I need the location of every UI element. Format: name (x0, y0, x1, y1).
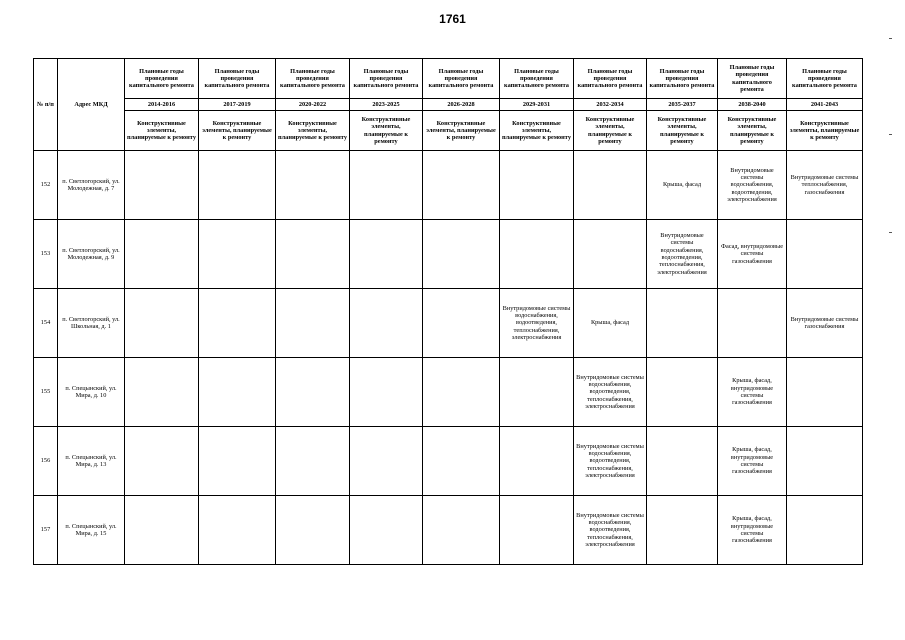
row-address: п. Спецынский, ул. Мира, д. 13 (58, 427, 125, 496)
repair-cell (500, 358, 574, 427)
period-header: Плановые годы проведения капитального ремонта (500, 59, 574, 99)
repair-cell (276, 220, 350, 289)
repair-cell (199, 289, 276, 358)
period-header: Плановые годы проведения капитального ремонта (718, 59, 787, 99)
repair-cell (199, 358, 276, 427)
repair-cell (199, 151, 276, 220)
repair-cell: Внутридомовые системы газоснабжения (787, 289, 863, 358)
repair-cell (500, 427, 574, 496)
col-num-header: № п/п (34, 59, 58, 151)
row-address: п. Спецынский, ул. Мира, д. 15 (58, 496, 125, 565)
period-header: Плановые годы проведения капитального ремонта (199, 59, 276, 99)
repair-cell: Крыша, фасад (647, 151, 718, 220)
years-header-row (34, 99, 863, 111)
repair-cell (718, 289, 787, 358)
repair-cell (787, 427, 863, 496)
elements-header: Конструктивные элементы, планируемые к ремонту (125, 111, 199, 151)
repair-cell (423, 220, 500, 289)
repair-cell: Внутридомовые системы теплоснабжения, газоснабжения (787, 151, 863, 220)
row-number: 157 (34, 496, 58, 565)
row-address: п. Светлогорский, ул. Школьная, д. 1 (58, 289, 125, 358)
repair-cell (500, 220, 574, 289)
repair-cell (350, 289, 423, 358)
elements-header-row (34, 111, 863, 151)
repair-cell (423, 151, 500, 220)
row-number: 156 (34, 427, 58, 496)
row-address: п. Спецынский, ул. Мира, д. 10 (58, 358, 125, 427)
period-header: Плановые годы проведения капитального ремонта (787, 59, 863, 99)
elements-header: Конструктивные элементы, планируемые к ремонту (423, 111, 500, 151)
repair-schedule-table (33, 58, 863, 565)
table-row (34, 496, 863, 565)
repair-cell: Внутридомовые системы водоснабжения, водоотведения, теплоснабжения, электроснабжения (574, 427, 647, 496)
repair-cell (276, 427, 350, 496)
margin-tick (889, 134, 892, 135)
repair-cell (276, 151, 350, 220)
years-header: 2029-2031 (500, 99, 574, 111)
period-header: Плановые годы проведения капитального ремонта (574, 59, 647, 99)
repair-cell (276, 496, 350, 565)
period-header-row (34, 59, 863, 99)
repair-cell (647, 427, 718, 496)
repair-cell (500, 496, 574, 565)
repair-cell (199, 496, 276, 565)
years-header: 2038-2040 (718, 99, 787, 111)
table-row (34, 220, 863, 289)
repair-cell (787, 496, 863, 565)
margin-tick (889, 232, 892, 233)
elements-header: Конструктивные элементы, планируемые к ремонту (199, 111, 276, 151)
elements-header: Конструктивные элементы, планируемые к ремонту (787, 111, 863, 151)
table-row (34, 427, 863, 496)
period-header: Плановые годы проведения капитального ремонта (276, 59, 350, 99)
elements-header: Конструктивные элементы, планируемые к ремонту (500, 111, 574, 151)
years-header: 2035-2037 (647, 99, 718, 111)
repair-cell (125, 220, 199, 289)
elements-header: Конструктивные элементы, планируемые к ремонту (574, 111, 647, 151)
repair-cell (787, 220, 863, 289)
period-header: Плановые годы проведения капитального ремонта (423, 59, 500, 99)
years-header: 2041-2043 (787, 99, 863, 111)
repair-cell: Крыша, фасад, внутридомовые системы газоснабжения (718, 427, 787, 496)
repair-cell (423, 358, 500, 427)
years-header: 2026-2028 (423, 99, 500, 111)
repair-cell (276, 289, 350, 358)
years-header: 2014-2016 (125, 99, 199, 111)
repair-cell (423, 496, 500, 565)
repair-cell (199, 220, 276, 289)
repair-cell (276, 358, 350, 427)
repair-cell (199, 427, 276, 496)
repair-cell: Фасад, внутридомовые системы газоснабжения (718, 220, 787, 289)
years-header: 2020-2022 (276, 99, 350, 111)
table-row (34, 358, 863, 427)
repair-cell (125, 496, 199, 565)
repair-cell (350, 220, 423, 289)
repair-cell (647, 358, 718, 427)
years-header: 2023-2025 (350, 99, 423, 111)
row-address: п. Светлогорский, ул. Молодежная, д. 9 (58, 220, 125, 289)
elements-header: Конструктивные элементы, планируемые к ремонту (276, 111, 350, 151)
table-row (34, 151, 863, 220)
repair-cell (647, 289, 718, 358)
repair-cell (423, 427, 500, 496)
years-header: 2032-2034 (574, 99, 647, 111)
row-number: 154 (34, 289, 58, 358)
repair-cell: Внутридомовые системы водоснабжения, водоотведения, теплоснабжения, электроснабжения (500, 289, 574, 358)
repair-cell (350, 496, 423, 565)
period-header: Плановые годы проведения капитального ремонта (350, 59, 423, 99)
row-address: п. Светлогорский, ул. Молодежная, д. 7 (58, 151, 125, 220)
col-address-header: Адрес МКД (58, 59, 125, 151)
repair-cell: Крыша, фасад, внутридомовые системы газоснабжения (718, 358, 787, 427)
repair-cell: Внутридомовые системы водоснабжения, водоотведения, теплоснабжения, электроснабжения (647, 220, 718, 289)
row-number: 155 (34, 358, 58, 427)
repair-cell (500, 151, 574, 220)
elements-header: Конструктивные элементы, планируемые к ремонту (647, 111, 718, 151)
row-number: 153 (34, 220, 58, 289)
table-row (34, 289, 863, 358)
repair-cell (350, 151, 423, 220)
repair-cell: Внутридомовые системы водоснабжения, водоотведения, теплоснабжения, электроснабжения (574, 496, 647, 565)
page-number: 1761 (439, 12, 466, 26)
repair-cell (647, 496, 718, 565)
repair-cell: Крыша, фасад, внутридомовые системы газоснабжения (718, 496, 787, 565)
margin-tick (889, 38, 892, 39)
elements-header: Конструктивные элементы, планируемые к ремонту (718, 111, 787, 151)
period-header: Плановые годы проведения капитального ремонта (125, 59, 199, 99)
repair-cell (350, 427, 423, 496)
years-header: 2017-2019 (199, 99, 276, 111)
repair-cell (125, 427, 199, 496)
period-header: Плановые годы проведения капитального ремонта (647, 59, 718, 99)
row-number: 152 (34, 151, 58, 220)
repair-cell (574, 151, 647, 220)
repair-cell (787, 358, 863, 427)
repair-cell (350, 358, 423, 427)
repair-cell (423, 289, 500, 358)
elements-header: Конструктивные элементы, планируемые к ремонту (350, 111, 423, 151)
repair-cell (125, 358, 199, 427)
repair-cell: Крыша, фасад (574, 289, 647, 358)
repair-cell: Внутридомовые системы водоснабжения, водоотведения, теплоснабжения, электроснабжения (574, 358, 647, 427)
repair-cell (574, 220, 647, 289)
repair-cell (125, 151, 199, 220)
repair-cell (125, 289, 199, 358)
repair-cell: Внутридомовые системы водоснабжения, водоотведения, электроснабжения (718, 151, 787, 220)
